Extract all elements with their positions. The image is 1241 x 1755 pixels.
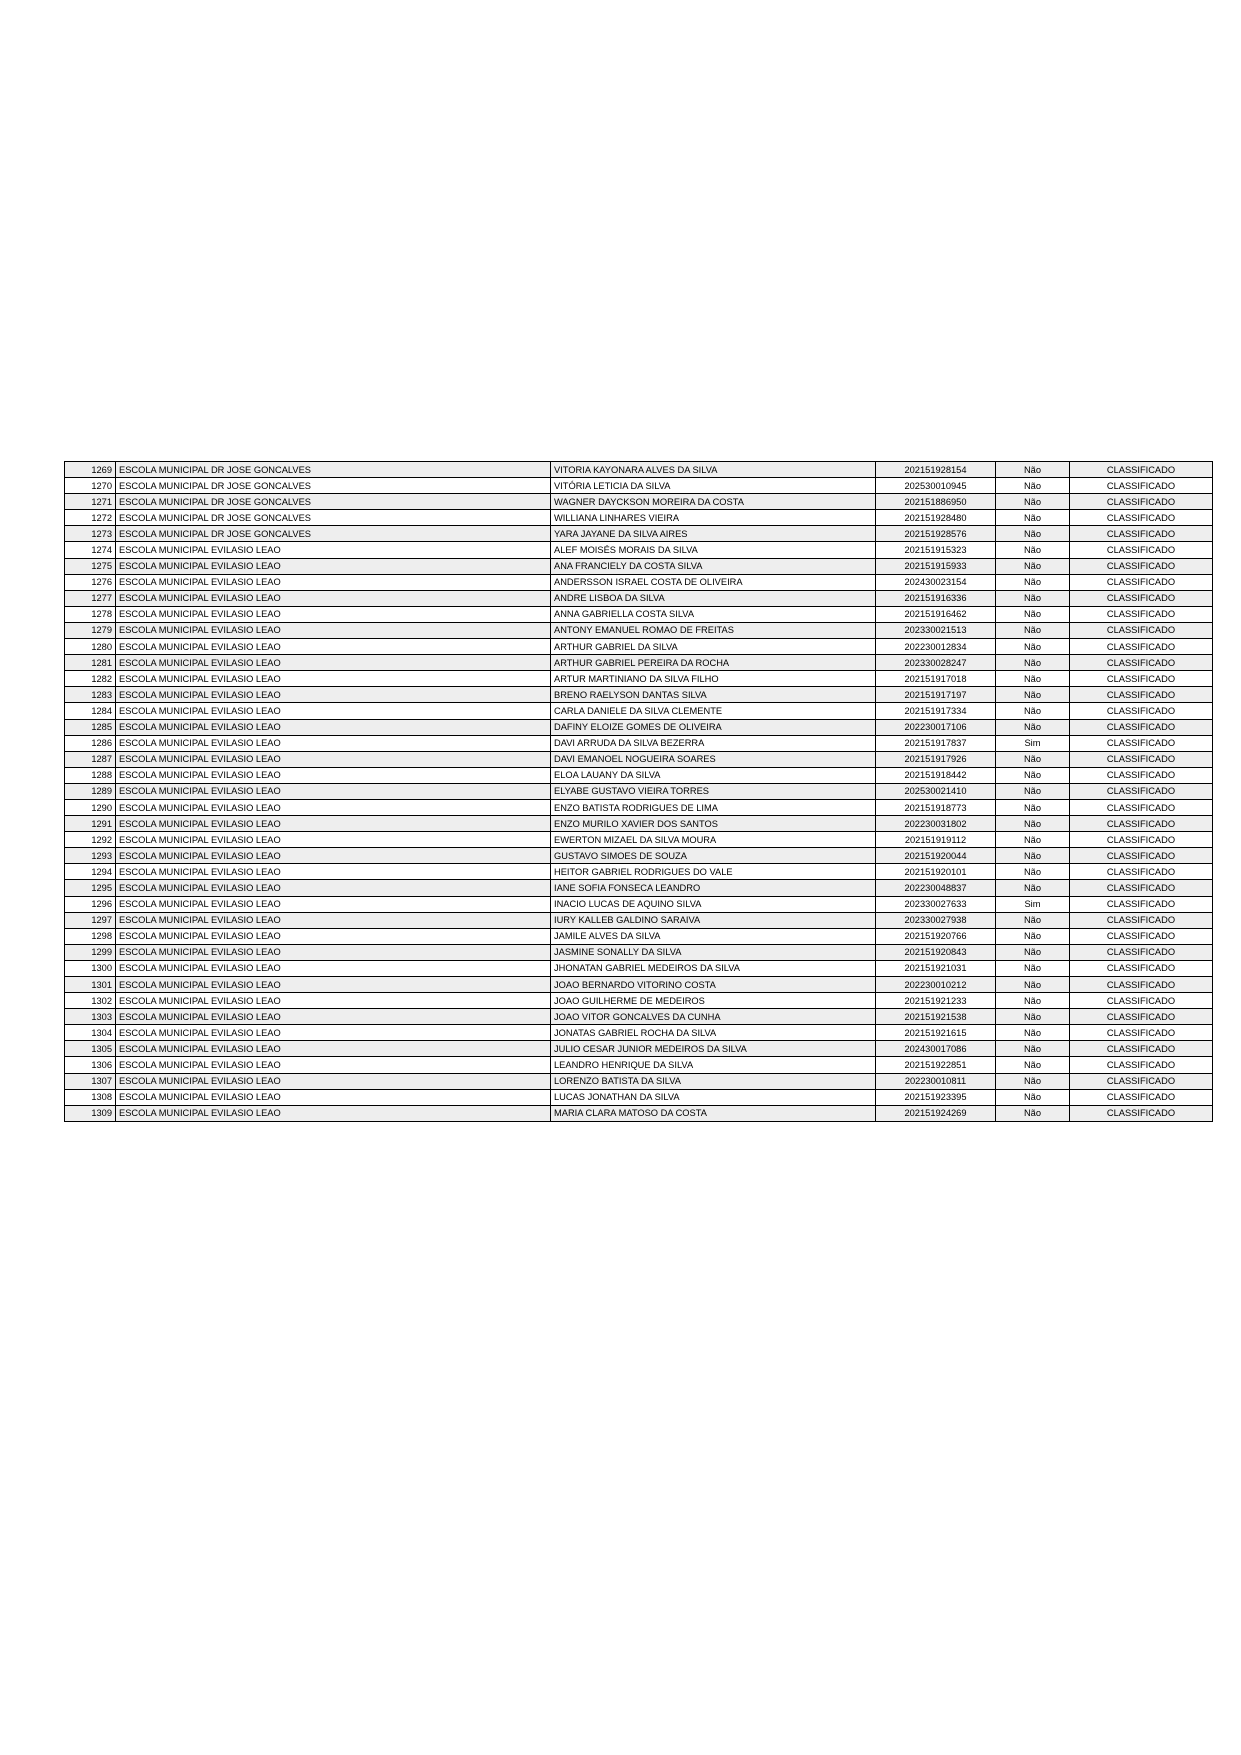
- table-row: [65, 880, 1213, 896]
- cell-sequence: 1270: [65, 478, 116, 494]
- cell-school: ESCOLA MUNICIPAL EVILASIO LEAO: [116, 1009, 551, 1025]
- cell-school: ESCOLA MUNICIPAL EVILASIO LEAO: [116, 542, 551, 558]
- cell-registration-id: 202151921031: [876, 960, 996, 976]
- cell-school: ESCOLA MUNICIPAL EVILASIO LEAO: [116, 622, 551, 638]
- cell-status: CLASSIFICADO: [1070, 1073, 1213, 1089]
- cell-flag: Não: [996, 1073, 1070, 1089]
- cell-sequence: 1296: [65, 896, 116, 912]
- cell-flag: Não: [996, 1057, 1070, 1073]
- cell-status: CLASSIFICADO: [1070, 719, 1213, 735]
- cell-sequence: 1305: [65, 1041, 116, 1057]
- cell-flag: Não: [996, 783, 1070, 799]
- cell-sequence: 1297: [65, 912, 116, 928]
- cell-school: ESCOLA MUNICIPAL EVILASIO LEAO: [116, 719, 551, 735]
- cell-registration-id: 202230010811: [876, 1073, 996, 1089]
- cell-sequence: 1286: [65, 735, 116, 751]
- table-row: [65, 1105, 1213, 1121]
- cell-flag: Não: [996, 719, 1070, 735]
- cell-status: CLASSIFICADO: [1070, 735, 1213, 751]
- cell-status: CLASSIFICADO: [1070, 703, 1213, 719]
- table-row: [65, 848, 1213, 864]
- cell-registration-id: 202151917334: [876, 703, 996, 719]
- classification-table-container: [64, 461, 1178, 1122]
- cell-status: CLASSIFICADO: [1070, 783, 1213, 799]
- cell-status: CLASSIFICADO: [1070, 1041, 1213, 1057]
- table-row: [65, 1025, 1213, 1041]
- cell-school: ESCOLA MUNICIPAL DR JOSE GONCALVES: [116, 478, 551, 494]
- cell-flag: Não: [996, 832, 1070, 848]
- table-row: [65, 896, 1213, 912]
- cell-flag: Não: [996, 558, 1070, 574]
- cell-status: CLASSIFICADO: [1070, 880, 1213, 896]
- cell-student-name: VITÓRIA LETICIA DA SILVA: [551, 478, 876, 494]
- cell-status: CLASSIFICADO: [1070, 896, 1213, 912]
- cell-student-name: JOAO BERNARDO VITORINO COSTA: [551, 977, 876, 993]
- cell-sequence: 1301: [65, 977, 116, 993]
- cell-student-name: JASMINE SONALLY DA SILVA: [551, 944, 876, 960]
- cell-sequence: 1289: [65, 783, 116, 799]
- cell-status: CLASSIFICADO: [1070, 928, 1213, 944]
- table-row: [65, 606, 1213, 622]
- table-row: [65, 494, 1213, 510]
- cell-flag: Não: [996, 977, 1070, 993]
- table-row: [65, 864, 1213, 880]
- cell-registration-id: 202151917018: [876, 671, 996, 687]
- cell-sequence: 1299: [65, 944, 116, 960]
- cell-registration-id: 202151919112: [876, 832, 996, 848]
- cell-student-name: DAVI ARRUDA DA SILVA BEZERRA: [551, 735, 876, 751]
- cell-registration-id: 202151917197: [876, 687, 996, 703]
- cell-registration-id: 202330027633: [876, 896, 996, 912]
- cell-sequence: 1276: [65, 574, 116, 590]
- cell-sequence: 1285: [65, 719, 116, 735]
- cell-sequence: 1308: [65, 1089, 116, 1105]
- cell-school: ESCOLA MUNICIPAL EVILASIO LEAO: [116, 896, 551, 912]
- cell-registration-id: 202151920044: [876, 848, 996, 864]
- cell-flag: Não: [996, 1105, 1070, 1121]
- cell-flag: Sim: [996, 896, 1070, 912]
- cell-sequence: 1271: [65, 494, 116, 510]
- cell-status: CLASSIFICADO: [1070, 558, 1213, 574]
- cell-school: ESCOLA MUNICIPAL DR JOSE GONCALVES: [116, 526, 551, 542]
- cell-school: ESCOLA MUNICIPAL EVILASIO LEAO: [116, 912, 551, 928]
- cell-school: ESCOLA MUNICIPAL EVILASIO LEAO: [116, 880, 551, 896]
- cell-registration-id: 202230048837: [876, 880, 996, 896]
- cell-flag: Não: [996, 751, 1070, 767]
- cell-student-name: ARTUR MARTINIANO DA SILVA FILHO: [551, 671, 876, 687]
- cell-student-name: DAVI EMANOEL NOGUEIRA SOARES: [551, 751, 876, 767]
- cell-school: ESCOLA MUNICIPAL EVILASIO LEAO: [116, 783, 551, 799]
- table-row: [65, 783, 1213, 799]
- cell-school: ESCOLA MUNICIPAL EVILASIO LEAO: [116, 928, 551, 944]
- cell-status: CLASSIFICADO: [1070, 478, 1213, 494]
- cell-status: CLASSIFICADO: [1070, 944, 1213, 960]
- cell-sequence: 1293: [65, 848, 116, 864]
- cell-school: ESCOLA MUNICIPAL EVILASIO LEAO: [116, 977, 551, 993]
- table-row: [65, 558, 1213, 574]
- cell-registration-id: 202151917837: [876, 735, 996, 751]
- cell-school: ESCOLA MUNICIPAL DR JOSE GONCALVES: [116, 510, 551, 526]
- table-row: [65, 751, 1213, 767]
- cell-sequence: 1295: [65, 880, 116, 896]
- cell-sequence: 1272: [65, 510, 116, 526]
- table-row: [65, 799, 1213, 815]
- cell-student-name: JOAO GUILHERME DE MEDEIROS: [551, 993, 876, 1009]
- cell-flag: Não: [996, 478, 1070, 494]
- cell-student-name: EWERTON MIZAEL DA SILVA MOURA: [551, 832, 876, 848]
- cell-student-name: JOAO VITOR GONCALVES DA CUNHA: [551, 1009, 876, 1025]
- table-row: [65, 993, 1213, 1009]
- cell-registration-id: 202151928576: [876, 526, 996, 542]
- cell-school: ESCOLA MUNICIPAL DR JOSE GONCALVES: [116, 462, 551, 478]
- cell-status: CLASSIFICADO: [1070, 912, 1213, 928]
- cell-student-name: ELYABE GUSTAVO VIEIRA TORRES: [551, 783, 876, 799]
- table-row: [65, 655, 1213, 671]
- cell-sequence: 1292: [65, 832, 116, 848]
- cell-status: CLASSIFICADO: [1070, 1009, 1213, 1025]
- cell-school: ESCOLA MUNICIPAL EVILASIO LEAO: [116, 1105, 551, 1121]
- cell-school: ESCOLA MUNICIPAL EVILASIO LEAO: [116, 1025, 551, 1041]
- cell-status: CLASSIFICADO: [1070, 671, 1213, 687]
- cell-status: CLASSIFICADO: [1070, 751, 1213, 767]
- cell-status: CLASSIFICADO: [1070, 1025, 1213, 1041]
- cell-student-name: LEANDRO HENRIQUE DA SILVA: [551, 1057, 876, 1073]
- cell-flag: Não: [996, 960, 1070, 976]
- cell-sequence: 1304: [65, 1025, 116, 1041]
- cell-status: CLASSIFICADO: [1070, 960, 1213, 976]
- cell-student-name: JHONATAN GABRIEL MEDEIROS DA SILVA: [551, 960, 876, 976]
- cell-sequence: 1279: [65, 622, 116, 638]
- cell-status: CLASSIFICADO: [1070, 526, 1213, 542]
- cell-school: ESCOLA MUNICIPAL EVILASIO LEAO: [116, 671, 551, 687]
- cell-sequence: 1291: [65, 816, 116, 832]
- cell-status: CLASSIFICADO: [1070, 494, 1213, 510]
- cell-registration-id: 202330027938: [876, 912, 996, 928]
- cell-registration-id: 202151920101: [876, 864, 996, 880]
- cell-flag: Não: [996, 606, 1070, 622]
- cell-school: ESCOLA MUNICIPAL EVILASIO LEAO: [116, 832, 551, 848]
- cell-status: CLASSIFICADO: [1070, 799, 1213, 815]
- cell-status: CLASSIFICADO: [1070, 832, 1213, 848]
- cell-flag: Não: [996, 622, 1070, 638]
- cell-registration-id: 202151921615: [876, 1025, 996, 1041]
- cell-status: CLASSIFICADO: [1070, 462, 1213, 478]
- cell-school: ESCOLA MUNICIPAL EVILASIO LEAO: [116, 1089, 551, 1105]
- cell-status: CLASSIFICADO: [1070, 1057, 1213, 1073]
- cell-student-name: ANA FRANCIELY DA COSTA SILVA: [551, 558, 876, 574]
- cell-student-name: JAMILE ALVES DA SILVA: [551, 928, 876, 944]
- cell-sequence: 1274: [65, 542, 116, 558]
- cell-student-name: ARTHUR GABRIEL PEREIRA DA ROCHA: [551, 655, 876, 671]
- cell-registration-id: 202151918773: [876, 799, 996, 815]
- cell-flag: Não: [996, 639, 1070, 655]
- cell-registration-id: 202430017086: [876, 1041, 996, 1057]
- cell-sequence: 1309: [65, 1105, 116, 1121]
- cell-status: CLASSIFICADO: [1070, 510, 1213, 526]
- cell-sequence: 1300: [65, 960, 116, 976]
- cell-school: ESCOLA MUNICIPAL EVILASIO LEAO: [116, 993, 551, 1009]
- cell-registration-id: 202151921538: [876, 1009, 996, 1025]
- cell-student-name: ANNA GABRIELLA COSTA SILVA: [551, 606, 876, 622]
- cell-registration-id: 202151916462: [876, 606, 996, 622]
- cell-school: ESCOLA MUNICIPAL EVILASIO LEAO: [116, 960, 551, 976]
- cell-registration-id: 202530010945: [876, 478, 996, 494]
- cell-sequence: 1281: [65, 655, 116, 671]
- cell-school: ESCOLA MUNICIPAL EVILASIO LEAO: [116, 767, 551, 783]
- cell-registration-id: 202230031802: [876, 816, 996, 832]
- cell-registration-id: 202151916336: [876, 590, 996, 606]
- cell-school: ESCOLA MUNICIPAL EVILASIO LEAO: [116, 944, 551, 960]
- cell-school: ESCOLA MUNICIPAL EVILASIO LEAO: [116, 639, 551, 655]
- cell-registration-id: 202151924269: [876, 1105, 996, 1121]
- cell-student-name: HEITOR GABRIEL RODRIGUES DO VALE: [551, 864, 876, 880]
- cell-status: CLASSIFICADO: [1070, 687, 1213, 703]
- cell-student-name: VITORIA KAYONARA ALVES DA SILVA: [551, 462, 876, 478]
- classification-table: [64, 461, 1213, 1122]
- table-row: [65, 574, 1213, 590]
- table-row: [65, 622, 1213, 638]
- table-row: [65, 510, 1213, 526]
- cell-flag: Não: [996, 880, 1070, 896]
- cell-registration-id: 202151917926: [876, 751, 996, 767]
- cell-registration-id: 202151918442: [876, 767, 996, 783]
- cell-school: ESCOLA MUNICIPAL EVILASIO LEAO: [116, 816, 551, 832]
- cell-sequence: 1280: [65, 639, 116, 655]
- cell-registration-id: 202330028247: [876, 655, 996, 671]
- table-row: [65, 1057, 1213, 1073]
- cell-flag: Não: [996, 928, 1070, 944]
- table-row: [65, 703, 1213, 719]
- cell-sequence: 1298: [65, 928, 116, 944]
- table-row: [65, 687, 1213, 703]
- cell-student-name: LUCAS JONATHAN DA SILVA: [551, 1089, 876, 1105]
- cell-registration-id: 202530021410: [876, 783, 996, 799]
- cell-student-name: IURY KALLEB GALDINO SARAIVA: [551, 912, 876, 928]
- cell-school: ESCOLA MUNICIPAL EVILASIO LEAO: [116, 799, 551, 815]
- cell-sequence: 1307: [65, 1073, 116, 1089]
- cell-registration-id: 202151920766: [876, 928, 996, 944]
- cell-flag: Não: [996, 1025, 1070, 1041]
- cell-school: ESCOLA MUNICIPAL EVILASIO LEAO: [116, 735, 551, 751]
- cell-flag: Não: [996, 848, 1070, 864]
- cell-sequence: 1275: [65, 558, 116, 574]
- cell-flag: Não: [996, 864, 1070, 880]
- cell-status: CLASSIFICADO: [1070, 639, 1213, 655]
- cell-sequence: 1290: [65, 799, 116, 815]
- table-row: [65, 1009, 1213, 1025]
- table-row: [65, 767, 1213, 783]
- table-row: [65, 478, 1213, 494]
- cell-flag: Não: [996, 1009, 1070, 1025]
- cell-sequence: 1277: [65, 590, 116, 606]
- table-row: [65, 542, 1213, 558]
- cell-registration-id: 202151921233: [876, 993, 996, 1009]
- cell-status: CLASSIFICADO: [1070, 574, 1213, 590]
- cell-status: CLASSIFICADO: [1070, 977, 1213, 993]
- cell-flag: Não: [996, 655, 1070, 671]
- cell-school: ESCOLA MUNICIPAL EVILASIO LEAO: [116, 574, 551, 590]
- cell-student-name: BRENO RAELYSON DANTAS SILVA: [551, 687, 876, 703]
- cell-flag: Não: [996, 671, 1070, 687]
- table-row: [65, 719, 1213, 735]
- cell-student-name: JONATAS GABRIEL ROCHA DA SILVA: [551, 1025, 876, 1041]
- cell-flag: Não: [996, 510, 1070, 526]
- cell-registration-id: 202230010212: [876, 977, 996, 993]
- cell-student-name: ANDERSSON ISRAEL COSTA DE OLIVEIRA: [551, 574, 876, 590]
- cell-school: ESCOLA MUNICIPAL EVILASIO LEAO: [116, 687, 551, 703]
- cell-sequence: 1283: [65, 687, 116, 703]
- cell-sequence: 1273: [65, 526, 116, 542]
- cell-student-name: GUSTAVO SIMOES DE SOUZA: [551, 848, 876, 864]
- cell-flag: Não: [996, 1089, 1070, 1105]
- cell-registration-id: 202151928480: [876, 510, 996, 526]
- cell-sequence: 1282: [65, 671, 116, 687]
- cell-student-name: YARA JAYANE DA SILVA AIRES: [551, 526, 876, 542]
- cell-flag: Não: [996, 574, 1070, 590]
- cell-school: ESCOLA MUNICIPAL EVILASIO LEAO: [116, 848, 551, 864]
- cell-status: CLASSIFICADO: [1070, 606, 1213, 622]
- cell-status: CLASSIFICADO: [1070, 848, 1213, 864]
- cell-flag: Não: [996, 703, 1070, 719]
- table-row: [65, 735, 1213, 751]
- cell-flag: Não: [996, 494, 1070, 510]
- cell-flag: Sim: [996, 735, 1070, 751]
- cell-school: ESCOLA MUNICIPAL EVILASIO LEAO: [116, 751, 551, 767]
- cell-student-name: LORENZO BATISTA DA SILVA: [551, 1073, 876, 1089]
- cell-student-name: ARTHUR GABRIEL DA SILVA: [551, 639, 876, 655]
- cell-student-name: ANTONY EMANUEL ROMAO DE FREITAS: [551, 622, 876, 638]
- cell-flag: Não: [996, 542, 1070, 558]
- cell-school: ESCOLA MUNICIPAL DR JOSE GONCALVES: [116, 494, 551, 510]
- cell-flag: Não: [996, 993, 1070, 1009]
- table-row: [65, 526, 1213, 542]
- cell-student-name: DAFINY ELOIZE GOMES DE OLIVEIRA: [551, 719, 876, 735]
- cell-sequence: 1306: [65, 1057, 116, 1073]
- cell-flag: Não: [996, 767, 1070, 783]
- cell-school: ESCOLA MUNICIPAL EVILASIO LEAO: [116, 606, 551, 622]
- cell-student-name: ELOA LAUANY DA SILVA: [551, 767, 876, 783]
- cell-sequence: 1278: [65, 606, 116, 622]
- cell-student-name: ENZO BATISTA RODRIGUES DE LIMA: [551, 799, 876, 815]
- cell-registration-id: 202151923395: [876, 1089, 996, 1105]
- cell-student-name: IANE SOFIA FONSECA LEANDRO: [551, 880, 876, 896]
- cell-flag: Não: [996, 912, 1070, 928]
- cell-flag: Não: [996, 590, 1070, 606]
- cell-student-name: WILLIANA LINHARES VIEIRA: [551, 510, 876, 526]
- cell-flag: Não: [996, 462, 1070, 478]
- cell-student-name: ENZO MURILO XAVIER DOS SANTOS: [551, 816, 876, 832]
- table-row: [65, 912, 1213, 928]
- cell-status: CLASSIFICADO: [1070, 993, 1213, 1009]
- cell-status: CLASSIFICADO: [1070, 767, 1213, 783]
- table-row: [65, 462, 1213, 478]
- cell-registration-id: 202430023154: [876, 574, 996, 590]
- cell-student-name: CARLA DANIELE DA SILVA CLEMENTE: [551, 703, 876, 719]
- table-row: [65, 590, 1213, 606]
- table-row: [65, 1041, 1213, 1057]
- cell-registration-id: 202151920843: [876, 944, 996, 960]
- cell-flag: Não: [996, 687, 1070, 703]
- table-row: [65, 816, 1213, 832]
- table-row: [65, 639, 1213, 655]
- cell-student-name: WAGNER DAYCKSON MOREIRA DA COSTA: [551, 494, 876, 510]
- cell-status: CLASSIFICADO: [1070, 864, 1213, 880]
- cell-status: CLASSIFICADO: [1070, 1089, 1213, 1105]
- cell-status: CLASSIFICADO: [1070, 1105, 1213, 1121]
- cell-sequence: 1284: [65, 703, 116, 719]
- cell-registration-id: 202151922851: [876, 1057, 996, 1073]
- cell-school: ESCOLA MUNICIPAL EVILASIO LEAO: [116, 1057, 551, 1073]
- cell-flag: Não: [996, 1041, 1070, 1057]
- cell-flag: Não: [996, 526, 1070, 542]
- table-row: [65, 832, 1213, 848]
- cell-flag: Não: [996, 944, 1070, 960]
- cell-school: ESCOLA MUNICIPAL EVILASIO LEAO: [116, 1073, 551, 1089]
- cell-sequence: 1302: [65, 993, 116, 1009]
- cell-sequence: 1288: [65, 767, 116, 783]
- cell-status: CLASSIFICADO: [1070, 655, 1213, 671]
- cell-student-name: JULIO CESAR JUNIOR MEDEIROS DA SILVA: [551, 1041, 876, 1057]
- cell-status: CLASSIFICADO: [1070, 590, 1213, 606]
- table-body: [65, 462, 1213, 1122]
- cell-registration-id: 202151886950: [876, 494, 996, 510]
- table-row: [65, 944, 1213, 960]
- cell-student-name: ALEF MOISÉS MORAIS DA SILVA: [551, 542, 876, 558]
- table-row: [65, 928, 1213, 944]
- cell-sequence: 1269: [65, 462, 116, 478]
- table-row: [65, 977, 1213, 993]
- cell-school: ESCOLA MUNICIPAL EVILASIO LEAO: [116, 590, 551, 606]
- cell-flag: Não: [996, 799, 1070, 815]
- cell-student-name: MARIA CLARA MATOSO DA COSTA: [551, 1105, 876, 1121]
- table-row: [65, 960, 1213, 976]
- cell-sequence: 1294: [65, 864, 116, 880]
- cell-status: CLASSIFICADO: [1070, 622, 1213, 638]
- cell-student-name: INACIO LUCAS DE AQUINO SILVA: [551, 896, 876, 912]
- table-row: [65, 1089, 1213, 1105]
- cell-school: ESCOLA MUNICIPAL EVILASIO LEAO: [116, 864, 551, 880]
- cell-registration-id: 202151915933: [876, 558, 996, 574]
- cell-sequence: 1287: [65, 751, 116, 767]
- cell-school: ESCOLA MUNICIPAL EVILASIO LEAO: [116, 655, 551, 671]
- cell-school: ESCOLA MUNICIPAL EVILASIO LEAO: [116, 703, 551, 719]
- cell-school: ESCOLA MUNICIPAL EVILASIO LEAO: [116, 558, 551, 574]
- cell-registration-id: 202230017106: [876, 719, 996, 735]
- cell-student-name: ANDRE LISBOA DA SILVA: [551, 590, 876, 606]
- cell-flag: Não: [996, 816, 1070, 832]
- cell-status: CLASSIFICADO: [1070, 816, 1213, 832]
- cell-registration-id: 202330021513: [876, 622, 996, 638]
- cell-sequence: 1303: [65, 1009, 116, 1025]
- cell-registration-id: 202151928154: [876, 462, 996, 478]
- table-row: [65, 671, 1213, 687]
- cell-registration-id: 202230012834: [876, 639, 996, 655]
- cell-registration-id: 202151915323: [876, 542, 996, 558]
- cell-school: ESCOLA MUNICIPAL EVILASIO LEAO: [116, 1041, 551, 1057]
- cell-status: CLASSIFICADO: [1070, 542, 1213, 558]
- table-row: [65, 1073, 1213, 1089]
